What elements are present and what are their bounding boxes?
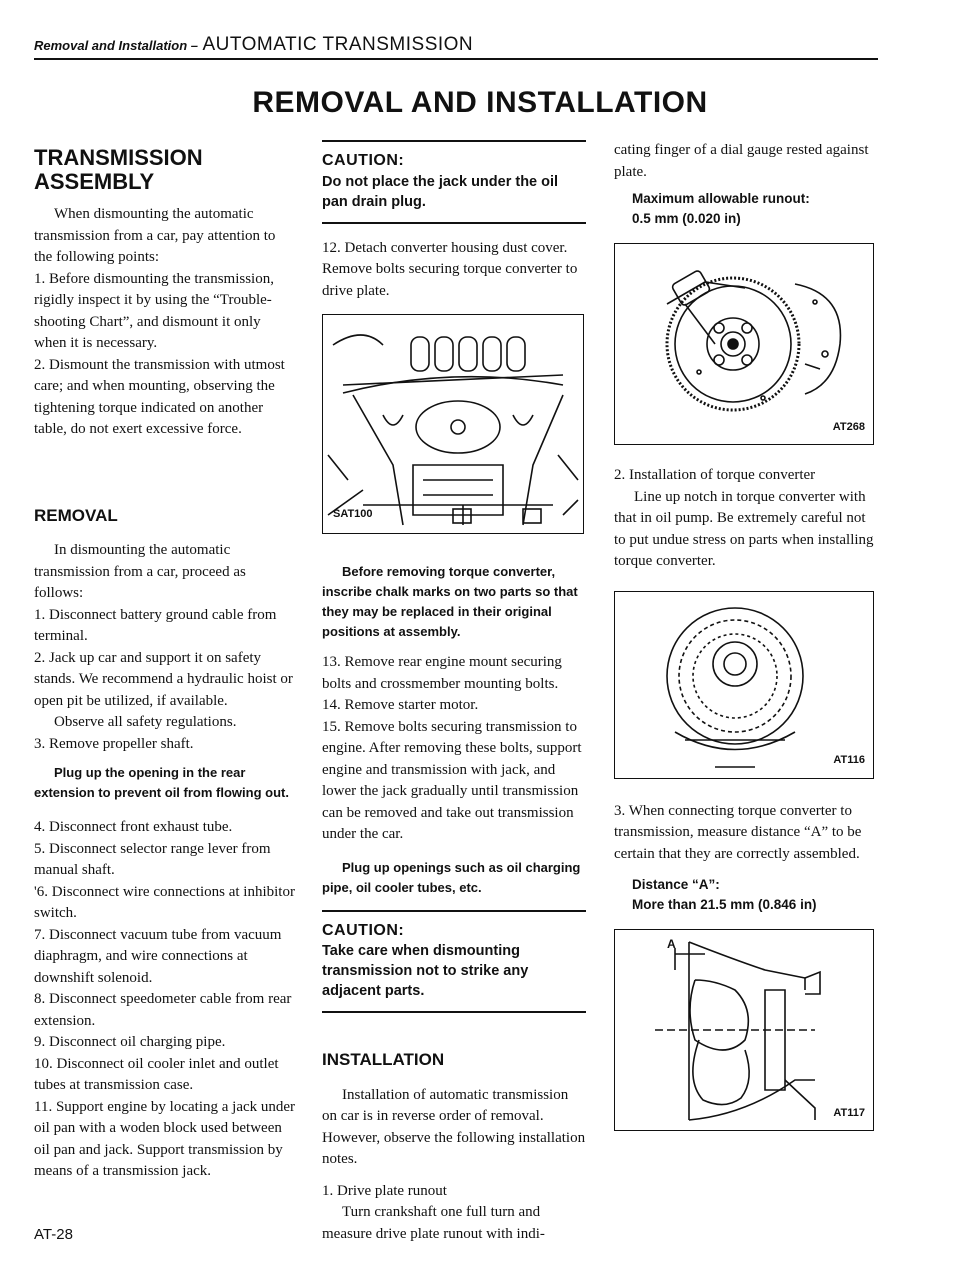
heading-removal: REMOVAL	[34, 505, 118, 525]
caution-1-text: Do not place the jack under the oil pan drain plug.	[322, 173, 559, 210]
note-plug-openings: Plug up openings such as oil charging pipe, oil cooler tubes, etc.	[322, 859, 581, 895]
step-6: '6. Disconnect wire connections at inhibitor switch.	[34, 883, 295, 921]
figure-converter-housing	[322, 314, 584, 534]
step-12: 12. Detach converter housing dust cover. Remove bolts securing torque converter to drive plate.	[322, 239, 578, 299]
figure-distance-a	[614, 929, 874, 1131]
figure-label-sat100: SAT100	[333, 507, 373, 520]
spec-distance-a-value: More than 21.5 mm (0.846 in)	[632, 897, 817, 912]
spec-distance-a-label: Distance “A”:	[632, 877, 720, 892]
column-1	[34, 140, 296, 1183]
step-8: 8. Disconnect speedometer cable from rear extension.	[34, 991, 292, 1029]
step-11: 11. Support engine by locating a jack under oil pan with a woden block used between oil pan and jack. Support transmission by means of a transmission jack.	[34, 1098, 296, 1179]
figure-label-at117: AT117	[833, 1106, 865, 1119]
installation-intro: Installation of automatic transmission on car is in reverse order of removal. However, observe the following installation notes.	[322, 1086, 586, 1167]
step-5: 5. Disconnect selector range lever from manual shaft.	[34, 840, 271, 878]
step-14: 14. Remove starter motor.	[322, 697, 479, 713]
observe-note: Observe all safety regulations.	[54, 714, 237, 730]
step-4: 4. Disconnect front exhaust tube.	[34, 819, 233, 835]
caution-box-1	[322, 140, 586, 224]
step-3: 3. Remove propeller shaft.	[34, 735, 194, 752]
runout-continued-text: cating finger of a dial gauge rested against plate.	[614, 142, 869, 180]
header-rule	[34, 58, 878, 60]
heading-installation: INSTALLATION	[322, 1050, 445, 1069]
spec-max-runout-label: Maximum allowable runout:	[632, 191, 810, 206]
caution-box-2	[322, 910, 586, 1014]
header-section-italic: Removal and Installation –	[34, 38, 198, 53]
install-1-text: Turn crankshaft one full turn and measure drive plate runout with indi-	[322, 1204, 545, 1242]
install-1-title: 1. Drive plate runout	[322, 1182, 447, 1199]
converter-housing-section-illustration	[615, 930, 873, 1130]
page-number: AT-28	[34, 1226, 73, 1243]
caution-2-text: Take care when dismounting transmission not to strike any adjacent parts.	[322, 943, 529, 999]
transmission-underside-illustration	[323, 315, 583, 533]
step-13: 13. Remove rear engine mount securing bolts and crossmember mounting bolts.	[322, 654, 562, 692]
point-2: 2. Dismount the transmission with utmost care; and when mounting, observing the tightening torque indicated on another table, do not exert excessive force.	[34, 356, 285, 437]
step-9: 9. Disconnect oil charging pipe.	[34, 1034, 226, 1050]
step-2: 2. Jack up car and support it on safety stands. We recommend a hydraulic hoist or open pit be utilized, if available.	[34, 649, 293, 709]
running-header	[34, 34, 878, 56]
figure-label-at268: AT268	[832, 420, 865, 433]
step-7: 7. Disconnect vacuum tube from vacuum diaphragm, and wire connections at downshift solenoid.	[34, 926, 282, 986]
step-15: 15. Remove bolts securing transmission to engine. After removing these bolts, support engine and transmission with jack, and lower the jack gradually until transmission can be removed and take out transmission under the car.	[322, 718, 582, 842]
note-plug-rear: Plug up the opening in the rear extension to prevent oil from flowing out.	[34, 765, 289, 800]
marker-a: A	[667, 937, 676, 951]
figure-torque-converter	[614, 591, 874, 779]
step-1: 1. Disconnect battery ground cable from terminal.	[34, 606, 277, 644]
figure-label-at116: AT116	[833, 754, 865, 766]
drive-plate-dial-gauge-illustration	[615, 244, 873, 444]
intro-paragraph: When dismounting the automatic transmission from a car, pay attention to the following points:	[34, 206, 276, 265]
caution-2-title: CAUTION:	[322, 921, 405, 939]
column-3	[614, 140, 876, 1131]
install-2-title: 2. Installation of torque converter	[614, 467, 816, 483]
caption-chalk-marks: Before removing torque converter, inscribe chalk marks on two parts so that they may be replaced in their original positions at assembly.	[322, 564, 578, 639]
point-1: 1. Before dismounting the transmission, rigidly inspect it by using the “Trouble-shooting Chart”, and dismount it only when it is necessary.	[34, 270, 274, 351]
install-2-text: Line up notch in torque converter with that in oil pump. Be extremely careful not to put undue stress on parts when installing torque converter.	[614, 488, 874, 569]
figure-dial-gauge	[614, 243, 874, 445]
page-title: REMOVAL AND INSTALLATION	[252, 86, 708, 119]
header-section-caps: AUTOMATIC TRANSMISSION	[202, 34, 474, 55]
removal-intro: In dismounting the automatic transmission from a car, proceed as follows:	[34, 542, 246, 601]
caution-1-title: CAUTION:	[322, 152, 405, 169]
heading-transmission-assembly: TRANSMISSION ASSEMBLY	[34, 145, 203, 194]
step-10: 10. Disconnect oil cooler inlet and outlet tubes at transmission case.	[34, 1055, 279, 1093]
install-3-text: 3. When connecting torque converter to transmission, measure distance “A” to be certain that they are correctly assembled.	[614, 802, 862, 862]
spec-max-runout-value: 0.5 mm (0.020 in)	[632, 211, 741, 226]
column-2	[322, 140, 586, 1245]
